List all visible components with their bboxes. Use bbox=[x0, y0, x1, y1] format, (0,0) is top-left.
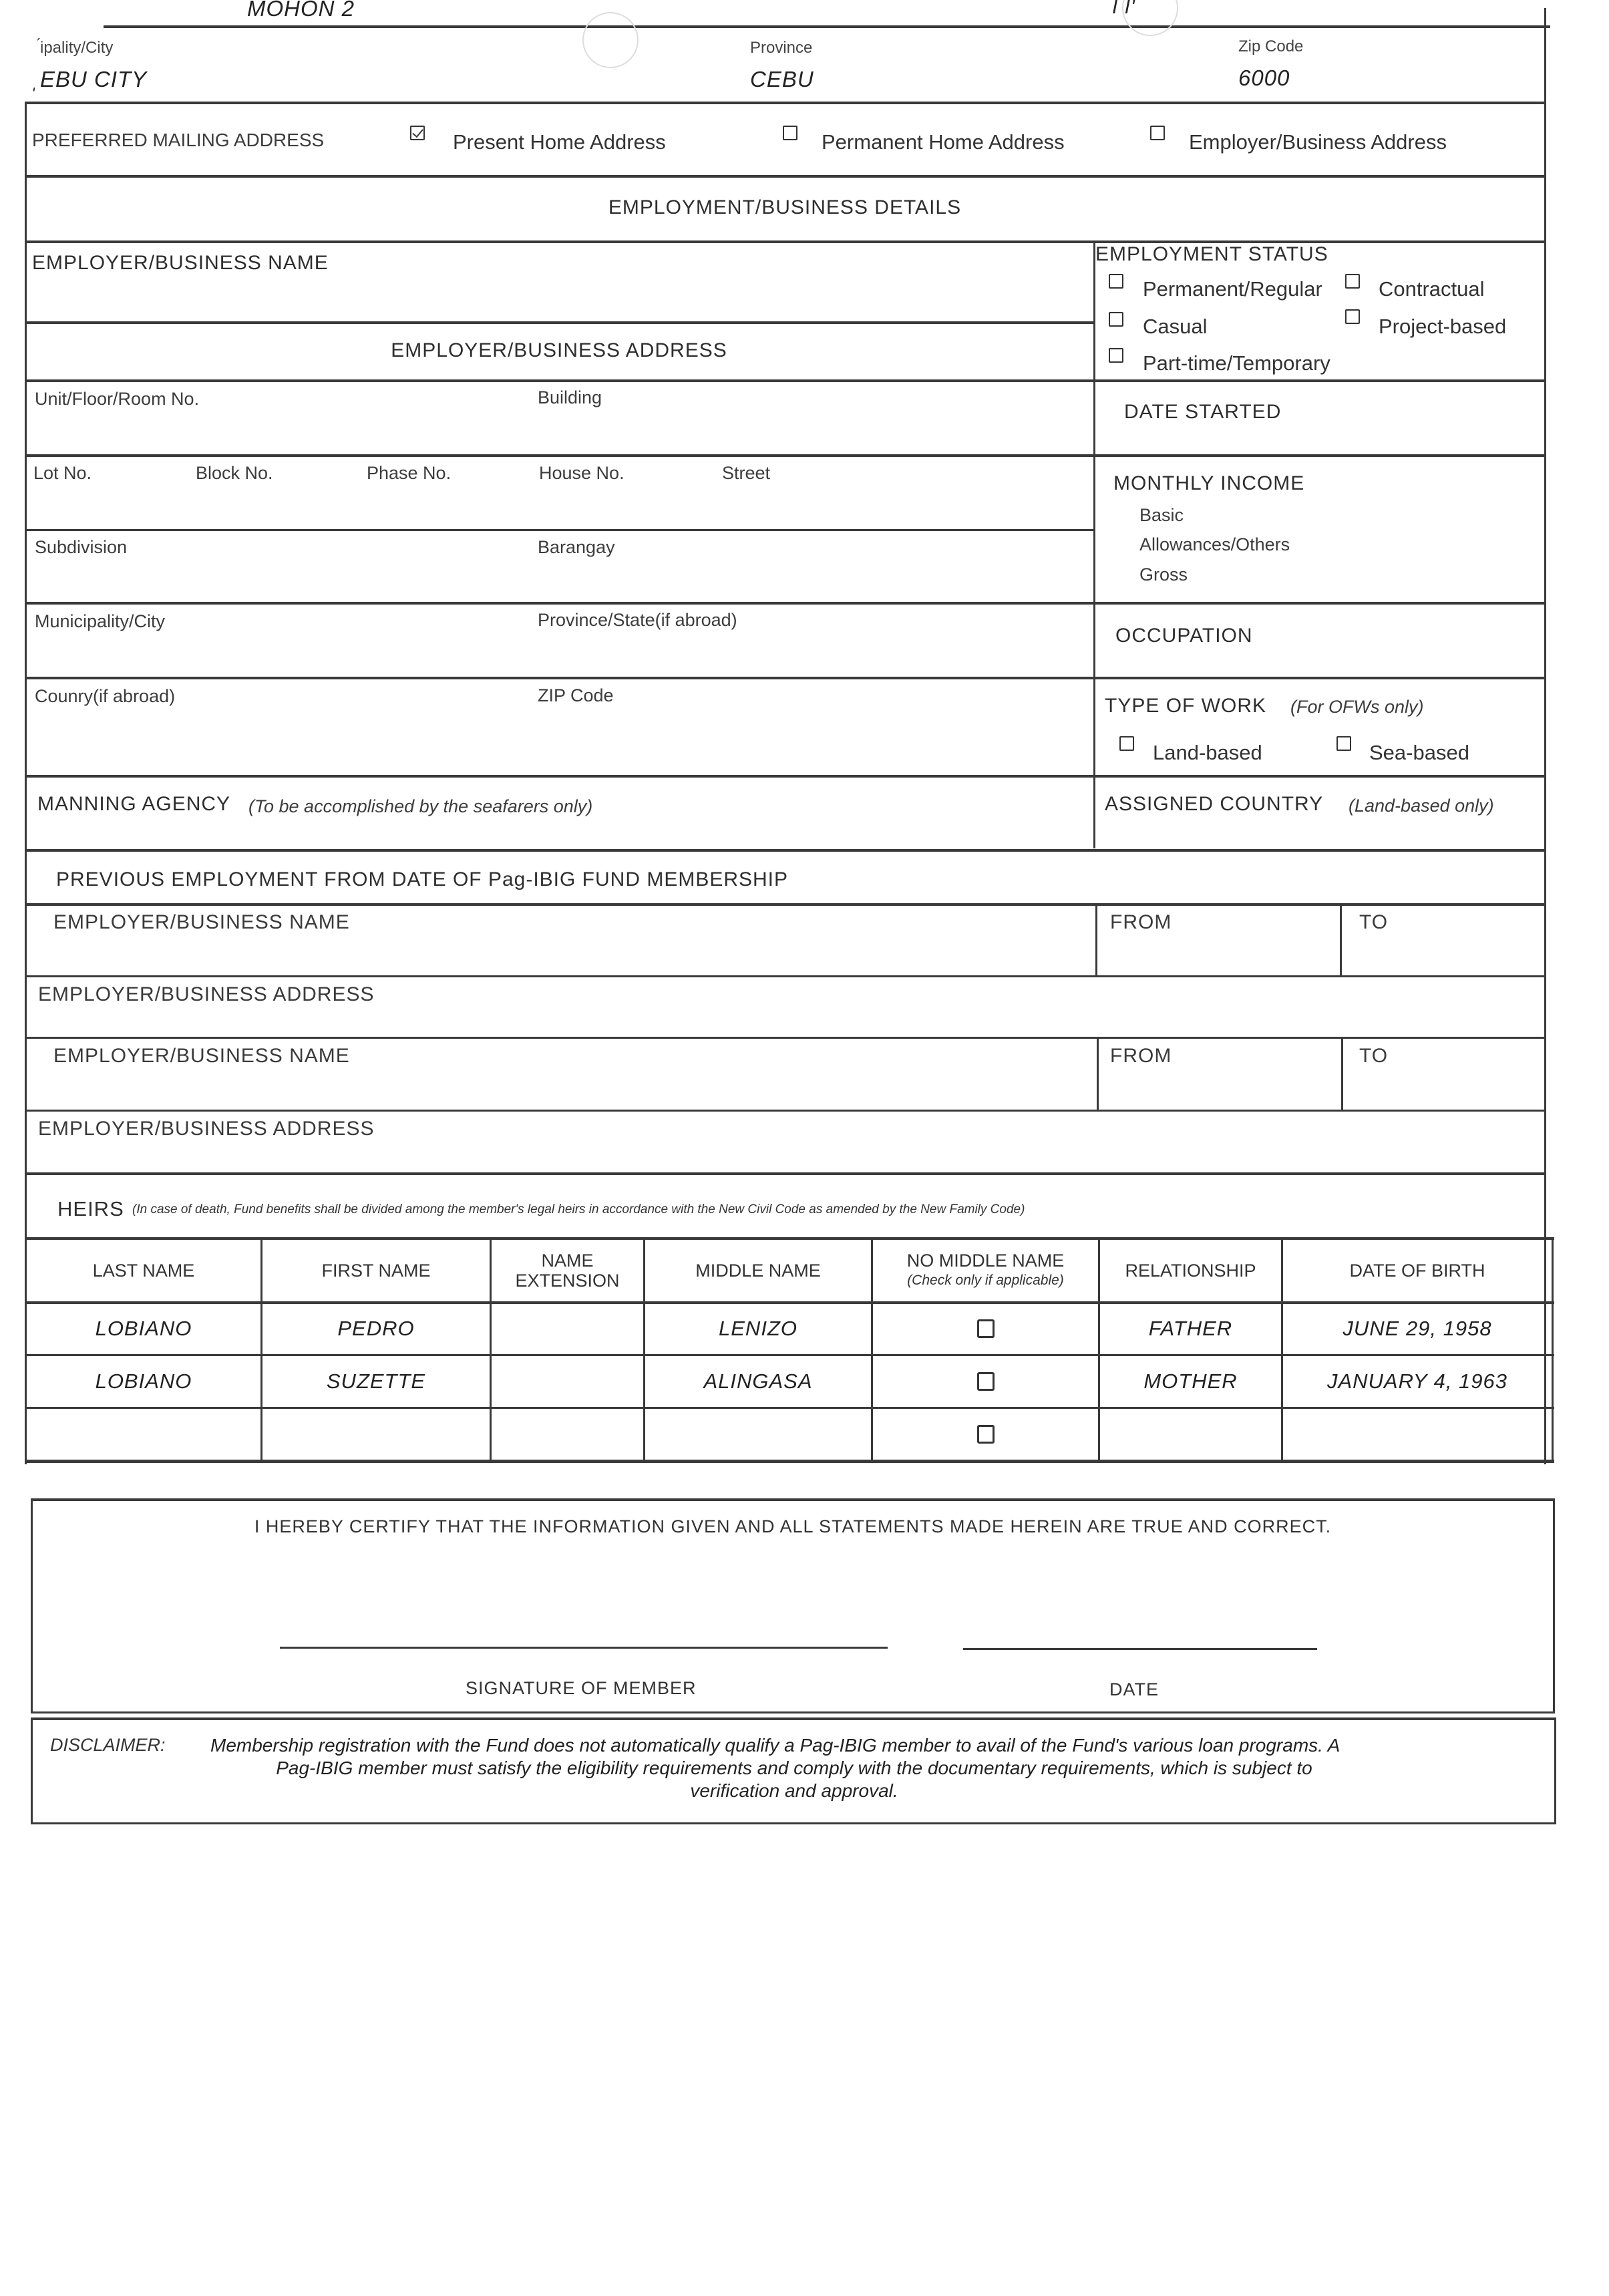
heir-middle-name[interactable] bbox=[645, 1410, 871, 1459]
divider bbox=[25, 1354, 1554, 1356]
certification-statement: I HEREBY CERTIFY THAT THE INFORMATION GIVEN AND ALL STATEMENTS MADE HEREIN ARE TRUE AND CORRECT. bbox=[254, 1516, 1332, 1536]
col-last-name: LAST NAME bbox=[92, 1261, 195, 1281]
heir-first-name[interactable]: PEDRO bbox=[337, 1317, 415, 1340]
divider bbox=[25, 379, 1546, 382]
house-label: House No. bbox=[539, 463, 624, 483]
punch-hole bbox=[582, 12, 639, 68]
disclaimer-label: DISCLAIMER: bbox=[50, 1735, 166, 1755]
date-started-label: DATE STARTED bbox=[1124, 401, 1282, 423]
divider bbox=[25, 975, 1546, 977]
divider bbox=[25, 1407, 1554, 1409]
occupation-label: OCCUPATION bbox=[1115, 625, 1253, 647]
heir-first-name[interactable]: SUZETTE bbox=[326, 1369, 426, 1393]
assigned-country-field[interactable] bbox=[1099, 818, 1543, 845]
prev-to-field[interactable] bbox=[1344, 935, 1541, 972]
disclaimer-line-1: Membership registration with the Fund does not automatically qualify a Pag-IBIG member to avail of the Fund's various loan programs. A bbox=[210, 1735, 1340, 1756]
col-date-of-birth: DATE OF BIRTH bbox=[1349, 1261, 1485, 1281]
employer-name-label: EMPLOYER/BUSINESS NAME bbox=[32, 252, 329, 274]
permanent-home-checkbox[interactable] bbox=[783, 126, 797, 140]
col-name-extension bbox=[492, 1240, 643, 1301]
present-home-checkbox[interactable] bbox=[410, 126, 425, 140]
occupation-field[interactable] bbox=[1099, 651, 1543, 673]
heir-date-of-birth[interactable] bbox=[1283, 1410, 1552, 1459]
right-border bbox=[1552, 1237, 1554, 1460]
heir-date-of-birth[interactable]: JANUARY 4, 1963 bbox=[1326, 1369, 1508, 1393]
prev-to-field[interactable] bbox=[1345, 1069, 1542, 1106]
assigned-country-label: ASSIGNED COUNTRY bbox=[1105, 793, 1324, 815]
sea-based-checkbox[interactable] bbox=[1336, 736, 1351, 751]
heirs-note: (In case of death, Fund benefits shall be divided among the member's legal heirs in accordance with the New Civil Code as amended by the New Family Code) bbox=[132, 1202, 1025, 1216]
employer-address-title: EMPLOYER/BUSINESS ADDRESS bbox=[391, 339, 727, 361]
type-of-work-label: TYPE OF WORK bbox=[1105, 695, 1267, 717]
zip-value: 6000 bbox=[1238, 65, 1290, 90]
manning-agency-label: MANNING AGENCY bbox=[37, 793, 231, 815]
monthly-income-label: MONTHLY INCOME bbox=[1113, 472, 1305, 494]
divider bbox=[25, 775, 1546, 778]
unit-label: Unit/Floor/Room No. bbox=[35, 389, 200, 409]
disclaimer-line-3: verification and approval. bbox=[690, 1780, 898, 1801]
land-based-label: Land-based bbox=[1153, 741, 1262, 764]
prev-employer-name-field[interactable] bbox=[30, 1069, 1092, 1106]
employer-address-checkbox[interactable] bbox=[1150, 126, 1165, 140]
prev-employer-name-label: EMPLOYER/BUSINESS NAME bbox=[53, 1045, 350, 1067]
lot-label: Lot No. bbox=[33, 463, 92, 483]
prev-employer-address-label: EMPLOYER/BUSINESS ADDRESS bbox=[38, 1118, 375, 1140]
heir-last-name[interactable]: LOBIANO bbox=[95, 1317, 192, 1340]
heir-relationship[interactable]: FATHER bbox=[1148, 1317, 1233, 1340]
heir-last-name[interactable] bbox=[27, 1410, 260, 1459]
part-time-checkbox[interactable] bbox=[1109, 348, 1123, 363]
column-divider bbox=[1341, 1037, 1343, 1110]
partial-value: I I' bbox=[1112, 0, 1135, 18]
municipality-value: ˌEBU CITY bbox=[32, 67, 148, 92]
province-value: CEBU bbox=[750, 67, 814, 92]
building-label: Building bbox=[538, 387, 602, 407]
contractual-label: Contractual bbox=[1379, 277, 1485, 301]
employment-status-label: EMPLOYMENT STATUS bbox=[1095, 243, 1328, 265]
heir-relationship[interactable] bbox=[1100, 1410, 1281, 1459]
divider bbox=[25, 849, 1546, 852]
zip-label: Zip Code bbox=[1238, 37, 1304, 55]
disclaimer-line-2: Pag-IBIG member must satisfy the eligibility requirements and comply with the documentary requirements, which is subject to bbox=[276, 1758, 1312, 1778]
prev-from-label: FROM bbox=[1110, 1045, 1172, 1067]
basic-label: Basic bbox=[1139, 505, 1184, 525]
prev-employer-address-field[interactable] bbox=[30, 1007, 1540, 1034]
manning-agency-field[interactable] bbox=[30, 818, 1089, 845]
previous-employment-title: PREVIOUS EMPLOYMENT FROM DATE OF Pag-IBIG FUND MEMBERSHIP bbox=[56, 868, 789, 890]
divider bbox=[25, 1172, 1546, 1175]
divider bbox=[25, 529, 1095, 531]
divider bbox=[25, 321, 1095, 324]
municipality-label: ́ipality/City bbox=[40, 39, 114, 57]
prev-employer-address-field[interactable] bbox=[30, 1141, 1540, 1168]
heir-no-middle-cell bbox=[873, 1304, 1098, 1353]
subdivision-barangay-field[interactable] bbox=[30, 561, 1089, 598]
heir-relationship[interactable]: MOTHER bbox=[1143, 1369, 1238, 1393]
allowances-label: Allowances/Others bbox=[1139, 534, 1290, 554]
heir-name-extension[interactable] bbox=[492, 1357, 643, 1406]
col-no-middle-line2: (Check only if applicable) bbox=[907, 1273, 1064, 1288]
prev-employer-name-label: EMPLOYER/BUSINESS NAME bbox=[53, 911, 350, 933]
sea-based-label: Sea-based bbox=[1369, 741, 1469, 764]
no-middle-name-checkbox[interactable] bbox=[977, 1319, 995, 1338]
gross-label: Gross bbox=[1139, 564, 1188, 585]
signature-line[interactable] bbox=[280, 1647, 888, 1649]
phase-label: Phase No. bbox=[367, 463, 452, 483]
project-based-label: Project-based bbox=[1379, 315, 1507, 338]
col-relationship: RELATIONSHIP bbox=[1125, 1261, 1256, 1281]
heir-no-middle-cell bbox=[873, 1357, 1098, 1406]
no-middle-name-checkbox[interactable] bbox=[977, 1372, 995, 1391]
project-based-checkbox[interactable] bbox=[1345, 309, 1360, 324]
divider bbox=[25, 102, 1546, 104]
land-based-checkbox[interactable] bbox=[1119, 736, 1134, 751]
divider bbox=[25, 602, 1546, 605]
country-zip-field[interactable] bbox=[30, 711, 1089, 768]
col-first-name: FIRST NAME bbox=[321, 1261, 431, 1281]
emp-zip-label: ZIP Code bbox=[538, 685, 614, 705]
lot-street-field[interactable] bbox=[30, 488, 1089, 524]
unit-building-field[interactable] bbox=[30, 414, 1089, 451]
prev-employer-address-label: EMPLOYER/BUSINESS ADDRESS bbox=[38, 983, 375, 1005]
heir-name-extension[interactable] bbox=[492, 1304, 643, 1353]
certification-box bbox=[31, 1498, 1555, 1713]
prev-from-field[interactable] bbox=[1099, 935, 1336, 972]
contractual-checkbox[interactable] bbox=[1345, 274, 1360, 289]
emp-province-label: Province/State(if abroad) bbox=[538, 610, 737, 630]
prev-employer-name-field[interactable] bbox=[30, 935, 1092, 972]
manning-agency-note: (To be accomplished by the seafarers only) bbox=[248, 796, 593, 816]
type-of-work-note: (For OFWs only) bbox=[1290, 697, 1424, 717]
preferred-mailing-label: PREFERRED MAILING ADDRESS bbox=[32, 130, 325, 150]
divider bbox=[25, 454, 1546, 457]
country-label: Counry(if abroad) bbox=[35, 686, 176, 706]
block-label: Block No. bbox=[196, 463, 273, 483]
divider bbox=[25, 903, 1546, 906]
part-time-label: Part-time/Temporary bbox=[1143, 351, 1330, 375]
street-value: MOHON 2 bbox=[247, 0, 355, 21]
emp-municipality-label: Municipality/City bbox=[35, 611, 166, 631]
divider bbox=[104, 25, 1550, 28]
divider bbox=[25, 175, 1546, 178]
column-divider bbox=[1097, 1037, 1099, 1110]
heir-middle-name[interactable]: LENIZO bbox=[719, 1317, 797, 1340]
barangay-label: Barangay bbox=[538, 537, 615, 557]
col-no-middle-name bbox=[873, 1240, 1098, 1301]
col-middle-name: MIDDLE NAME bbox=[695, 1261, 821, 1281]
permanent-regular-label: Permanent/Regular bbox=[1143, 277, 1322, 301]
employment-section-title: EMPLOYMENT/BUSINESS DETAILS bbox=[608, 196, 962, 218]
no-middle-name-checkbox[interactable] bbox=[977, 1425, 995, 1444]
col-name-extension-line1: NAME bbox=[541, 1251, 594, 1271]
column-divider bbox=[1093, 240, 1095, 848]
casual-checkbox[interactable] bbox=[1109, 312, 1123, 327]
signature-label: SIGNATURE OF MEMBER bbox=[466, 1678, 697, 1698]
column-divider bbox=[1095, 903, 1097, 976]
punch-hole bbox=[1122, 0, 1178, 36]
casual-label: Casual bbox=[1143, 315, 1208, 338]
divider bbox=[25, 677, 1546, 679]
prev-from-label: FROM bbox=[1110, 911, 1172, 933]
heir-first-name[interactable] bbox=[262, 1410, 490, 1459]
col-name-extension-line2: EXTENSION bbox=[515, 1271, 620, 1291]
heir-date-of-birth[interactable]: JUNE 29, 1958 bbox=[1343, 1317, 1492, 1340]
prev-to-label: TO bbox=[1359, 1045, 1389, 1067]
heir-last-name[interactable]: LOBIANO bbox=[95, 1369, 192, 1393]
heirs-title: HEIRS bbox=[57, 1197, 124, 1220]
prev-from-field[interactable] bbox=[1101, 1069, 1338, 1106]
permanent-home-label: Permanent Home Address bbox=[822, 130, 1065, 154]
present-home-label: Present Home Address bbox=[453, 130, 666, 154]
date-line[interactable] bbox=[963, 1648, 1317, 1650]
municipality-province-field[interactable] bbox=[30, 635, 1089, 671]
heir-no-middle-cell bbox=[873, 1410, 1098, 1459]
divider bbox=[25, 1110, 1546, 1112]
subdivision-label: Subdivision bbox=[35, 537, 128, 557]
permanent-regular-checkbox[interactable] bbox=[1109, 274, 1123, 289]
date-started-field[interactable] bbox=[1099, 428, 1543, 451]
employer-name-field[interactable] bbox=[30, 277, 1089, 317]
date-label: DATE bbox=[1109, 1679, 1159, 1699]
divider bbox=[27, 1460, 1554, 1463]
street-label: Street bbox=[722, 463, 771, 483]
heir-name-extension[interactable] bbox=[492, 1410, 643, 1459]
province-label: Province bbox=[750, 39, 813, 57]
prev-to-label: TO bbox=[1359, 911, 1389, 933]
employer-address-label: Employer/Business Address bbox=[1189, 130, 1447, 154]
assigned-country-note: (Land-based only) bbox=[1349, 796, 1494, 816]
col-no-middle-line1: NO MIDDLE NAME bbox=[906, 1251, 1065, 1271]
divider bbox=[25, 1037, 1546, 1039]
column-divider bbox=[1340, 903, 1342, 976]
disclaimer-box bbox=[31, 1717, 1556, 1824]
heir-middle-name[interactable]: ALINGASA bbox=[703, 1369, 813, 1393]
